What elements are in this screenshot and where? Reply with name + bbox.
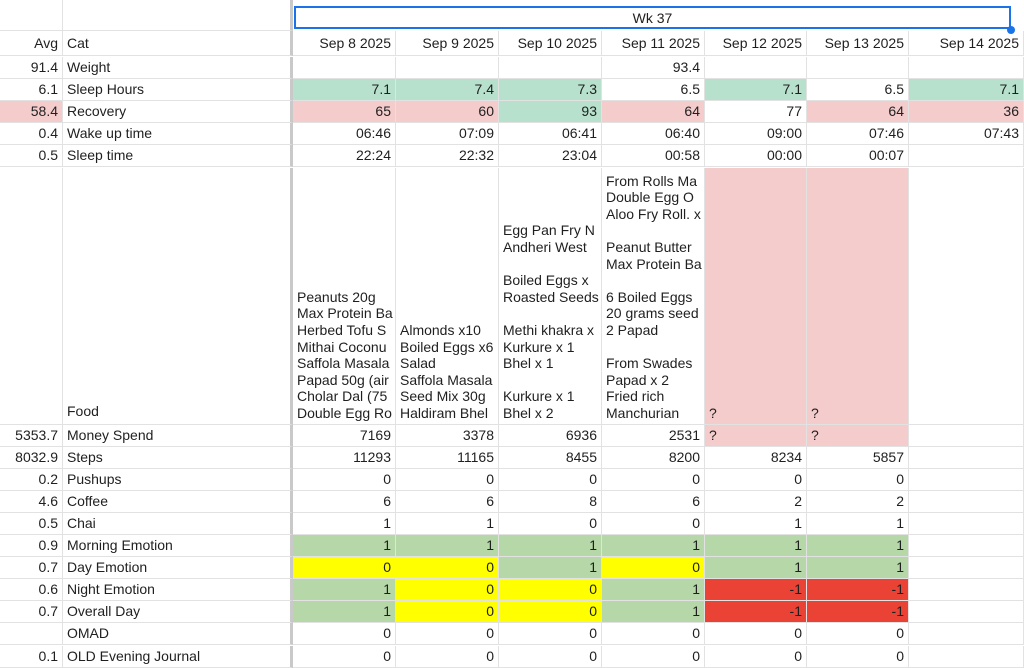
value-cell[interactable]: 2531: [602, 425, 705, 447]
value-cell[interactable]: 0: [499, 513, 602, 535]
value-cell[interactable]: [909, 557, 1024, 579]
food-cell[interactable]: Almonds x10 Boiled Eggs x6 Salad Saffola Masala Seed Mix 30g Haldiram Bhel: [396, 168, 499, 425]
value-cell[interactable]: 3378: [396, 425, 499, 447]
value-cell[interactable]: [909, 425, 1024, 447]
value-cell[interactable]: [396, 57, 499, 79]
value-cell[interactable]: 1: [396, 535, 499, 557]
value-cell[interactable]: [909, 491, 1024, 513]
value-cell[interactable]: 2: [705, 491, 807, 513]
value-cell[interactable]: 8455: [499, 447, 602, 469]
avg-cell[interactable]: 0.5: [0, 513, 63, 535]
category-cell[interactable]: Recovery: [63, 101, 293, 123]
value-cell[interactable]: 36: [909, 101, 1024, 123]
category-cell[interactable]: OLD Evening Journal: [63, 646, 293, 668]
value-cell[interactable]: 0: [499, 579, 602, 601]
value-cell[interactable]: 6: [293, 491, 396, 513]
date-header[interactable]: Sep 10 2025: [499, 31, 602, 56]
table-row: [0, 646, 1024, 668]
value-cell[interactable]: 07:43: [909, 123, 1024, 145]
value-cell[interactable]: 00:58: [602, 145, 705, 167]
date-header[interactable]: Sep 11 2025: [602, 31, 705, 56]
value-cell[interactable]: 64: [807, 101, 909, 123]
value-cell[interactable]: 1: [602, 535, 705, 557]
table-row: [0, 425, 1024, 447]
table-row: [0, 623, 1024, 645]
value-cell[interactable]: 0: [602, 557, 705, 579]
value-cell[interactable]: 0: [293, 646, 396, 668]
value-cell[interactable]: 93.4: [602, 57, 705, 79]
value-cell[interactable]: 06:46: [293, 123, 396, 145]
value-cell[interactable]: [909, 469, 1024, 491]
value-cell[interactable]: 07:46: [807, 123, 909, 145]
value-cell[interactable]: [293, 57, 396, 79]
value-cell[interactable]: 06:41: [499, 123, 602, 145]
table-row: [0, 57, 1024, 79]
value-cell[interactable]: 1: [807, 513, 909, 535]
cell[interactable]: [0, 0, 63, 31]
value-cell[interactable]: 7169: [293, 425, 396, 447]
value-cell[interactable]: 93: [499, 101, 602, 123]
value-cell[interactable]: 7.4: [396, 79, 499, 101]
value-cell[interactable]: [909, 623, 1024, 645]
value-cell[interactable]: 1: [293, 601, 396, 623]
value-cell[interactable]: 11293: [293, 447, 396, 469]
category-cell[interactable]: Weight: [63, 57, 293, 79]
value-cell[interactable]: 6: [602, 491, 705, 513]
table-row: [0, 447, 1024, 469]
table-row: [0, 79, 1024, 101]
value-cell[interactable]: 06:40: [602, 123, 705, 145]
avg-cell[interactable]: 0.4: [0, 123, 63, 145]
food-cell[interactable]: ?: [705, 168, 807, 425]
table-row: [0, 557, 1024, 579]
value-cell[interactable]: -1: [807, 601, 909, 623]
value-cell[interactable]: 0: [705, 646, 807, 668]
value-cell[interactable]: 5857: [807, 447, 909, 469]
cell[interactable]: [63, 0, 293, 31]
table-row: [0, 101, 1024, 123]
date-header[interactable]: Sep 13 2025: [807, 31, 909, 56]
cat-header[interactable]: Cat: [63, 31, 293, 56]
avg-cell[interactable]: 91.4: [0, 57, 63, 79]
value-cell[interactable]: 7.1: [293, 79, 396, 101]
category-cell[interactable]: Steps: [63, 447, 293, 469]
category-cell[interactable]: Sleep Hours: [63, 79, 293, 101]
value-cell[interactable]: 0: [293, 469, 396, 491]
value-cell[interactable]: [909, 447, 1024, 469]
value-cell[interactable]: 77: [705, 101, 807, 123]
category-cell[interactable]: Night Emotion: [63, 579, 293, 601]
value-cell[interactable]: 0: [602, 469, 705, 491]
value-cell[interactable]: 0: [602, 513, 705, 535]
category-cell[interactable]: OMAD: [63, 623, 293, 645]
avg-cell[interactable]: 5353.7: [0, 425, 63, 447]
value-cell[interactable]: [909, 145, 1024, 167]
value-cell[interactable]: 64: [602, 101, 705, 123]
value-cell[interactable]: 1: [705, 535, 807, 557]
value-cell[interactable]: 1: [396, 513, 499, 535]
header-row: [0, 31, 1024, 56]
value-cell[interactable]: 0: [396, 557, 499, 579]
value-cell[interactable]: 1: [602, 579, 705, 601]
avg-cell[interactable]: 0.5: [0, 145, 63, 167]
value-cell[interactable]: 6.5: [807, 79, 909, 101]
table-row: [0, 579, 1024, 601]
value-cell[interactable]: 1: [293, 535, 396, 557]
category-cell[interactable]: Food: [63, 168, 293, 425]
value-cell[interactable]: [909, 579, 1024, 601]
value-cell[interactable]: 0: [499, 646, 602, 668]
table-row: [0, 535, 1024, 557]
value-cell[interactable]: 1: [293, 579, 396, 601]
value-cell[interactable]: 1: [807, 535, 909, 557]
value-cell[interactable]: 00:00: [705, 145, 807, 167]
value-cell[interactable]: ?: [807, 425, 909, 447]
value-cell[interactable]: 0: [705, 623, 807, 645]
category-cell[interactable]: Sleep time: [63, 145, 293, 167]
table-row: [0, 491, 1024, 513]
food-cell[interactable]: ?: [807, 168, 909, 425]
value-cell[interactable]: 6.5: [602, 79, 705, 101]
value-cell[interactable]: 7.3: [499, 79, 602, 101]
value-cell[interactable]: 22:32: [396, 145, 499, 167]
category-cell[interactable]: Day Emotion: [63, 557, 293, 579]
week-header-cell[interactable]: Wk 37: [294, 6, 1011, 29]
category-cell[interactable]: Chai: [63, 513, 293, 535]
value-cell[interactable]: [499, 57, 602, 79]
value-cell[interactable]: ?: [705, 425, 807, 447]
food-cell[interactable]: [909, 168, 1024, 425]
value-cell[interactable]: [807, 57, 909, 79]
table-row: [0, 513, 1024, 535]
value-cell[interactable]: 1: [499, 557, 602, 579]
category-cell[interactable]: Pushups: [63, 469, 293, 491]
value-cell[interactable]: -1: [807, 579, 909, 601]
date-header[interactable]: Sep 12 2025: [705, 31, 807, 56]
value-cell[interactable]: 2: [807, 491, 909, 513]
avg-cell[interactable]: 0.6: [0, 579, 63, 601]
food-cell[interactable]: From Rolls Ma Double Egg O Aloo Fry Roll. x Peanut Butter Max Protein Ba 6 Boiled Eggs 20 grams seed 2 Papad From Swades Papad x 2 Fried rich Manchurian: [602, 168, 705, 425]
value-cell[interactable]: 07:09: [396, 123, 499, 145]
date-header[interactable]: Sep 9 2025: [396, 31, 499, 56]
table-row: [0, 123, 1024, 145]
avg-cell[interactable]: 0.7: [0, 601, 63, 623]
avg-cell[interactable]: 0.1: [0, 646, 63, 668]
value-cell[interactable]: 8200: [602, 447, 705, 469]
avg-cell[interactable]: 8032.9: [0, 447, 63, 469]
value-cell[interactable]: 0: [499, 623, 602, 645]
date-header[interactable]: Sep 8 2025: [293, 31, 396, 56]
value-cell[interactable]: [909, 535, 1024, 557]
avg-cell[interactable]: 0.9: [0, 535, 63, 557]
avg-header[interactable]: Avg: [0, 31, 63, 56]
avg-cell[interactable]: [0, 168, 63, 425]
value-cell[interactable]: 7.1: [705, 79, 807, 101]
value-cell[interactable]: 7.1: [909, 79, 1024, 101]
value-cell[interactable]: 0: [396, 623, 499, 645]
value-cell[interactable]: 0: [705, 469, 807, 491]
category-cell[interactable]: Overall Day: [63, 601, 293, 623]
value-cell[interactable]: 0: [602, 623, 705, 645]
value-cell[interactable]: 60: [396, 101, 499, 123]
food-cell[interactable]: Egg Pan Fry N Andheri West Boiled Eggs x Roasted Seeds Methi khakra x Kurkure x 1 Bhel x 1 Kurkure x 1 Bhel x 2: [499, 168, 602, 425]
value-cell[interactable]: 1: [807, 557, 909, 579]
value-cell[interactable]: 0: [396, 646, 499, 668]
value-cell[interactable]: 1: [293, 513, 396, 535]
value-cell[interactable]: 8234: [705, 447, 807, 469]
avg-cell[interactable]: [0, 623, 63, 645]
value-cell[interactable]: 0: [499, 601, 602, 623]
value-cell[interactable]: 1: [602, 601, 705, 623]
value-cell[interactable]: 0: [602, 646, 705, 668]
avg-cell[interactable]: 0.2: [0, 469, 63, 491]
category-cell[interactable]: Morning Emotion: [63, 535, 293, 557]
avg-cell[interactable]: 4.6: [0, 491, 63, 513]
value-cell[interactable]: 0: [807, 646, 909, 668]
value-cell[interactable]: -1: [705, 601, 807, 623]
value-cell[interactable]: 0: [499, 469, 602, 491]
value-cell[interactable]: 6: [396, 491, 499, 513]
value-cell[interactable]: 6936: [499, 425, 602, 447]
avg-cell[interactable]: 6.1: [0, 79, 63, 101]
date-header[interactable]: Sep 14 2025: [909, 31, 1024, 56]
category-cell[interactable]: Wake up time: [63, 123, 293, 145]
value-cell[interactable]: [909, 646, 1024, 668]
value-cell[interactable]: 1: [705, 557, 807, 579]
avg-cell[interactable]: 0.7: [0, 557, 63, 579]
category-cell[interactable]: Money Spend: [63, 425, 293, 447]
table-row: [0, 168, 1024, 425]
value-cell[interactable]: [705, 57, 807, 79]
value-cell[interactable]: 22:24: [293, 145, 396, 167]
food-cell[interactable]: Peanuts 20g Max Protein Ba Herbed Tofu S Mithai Coconu Saffola Masala Papad 50g (air Cholar Dal (75 Double Egg Ro: [293, 168, 396, 425]
value-cell[interactable]: -1: [705, 579, 807, 601]
value-cell[interactable]: 0: [396, 601, 499, 623]
table-row: [0, 469, 1024, 491]
value-cell[interactable]: [909, 601, 1024, 623]
value-cell[interactable]: 0: [293, 557, 396, 579]
value-cell[interactable]: 8: [499, 491, 602, 513]
avg-cell[interactable]: 58.4: [0, 101, 63, 123]
value-cell[interactable]: 0: [807, 623, 909, 645]
value-cell[interactable]: 00:07: [807, 145, 909, 167]
value-cell[interactable]: 09:00: [705, 123, 807, 145]
value-cell[interactable]: 1: [499, 535, 602, 557]
table-row: [0, 601, 1024, 623]
value-cell[interactable]: 0: [396, 579, 499, 601]
category-cell[interactable]: Coffee: [63, 491, 293, 513]
value-cell[interactable]: 0: [293, 623, 396, 645]
value-cell[interactable]: [909, 513, 1024, 535]
value-cell[interactable]: 65: [293, 101, 396, 123]
value-cell[interactable]: 23:04: [499, 145, 602, 167]
value-cell[interactable]: [909, 57, 1024, 79]
value-cell[interactable]: 1: [705, 513, 807, 535]
value-cell[interactable]: 0: [396, 469, 499, 491]
value-cell[interactable]: 11165: [396, 447, 499, 469]
value-cell[interactable]: 0: [807, 469, 909, 491]
table-row: [0, 145, 1024, 167]
